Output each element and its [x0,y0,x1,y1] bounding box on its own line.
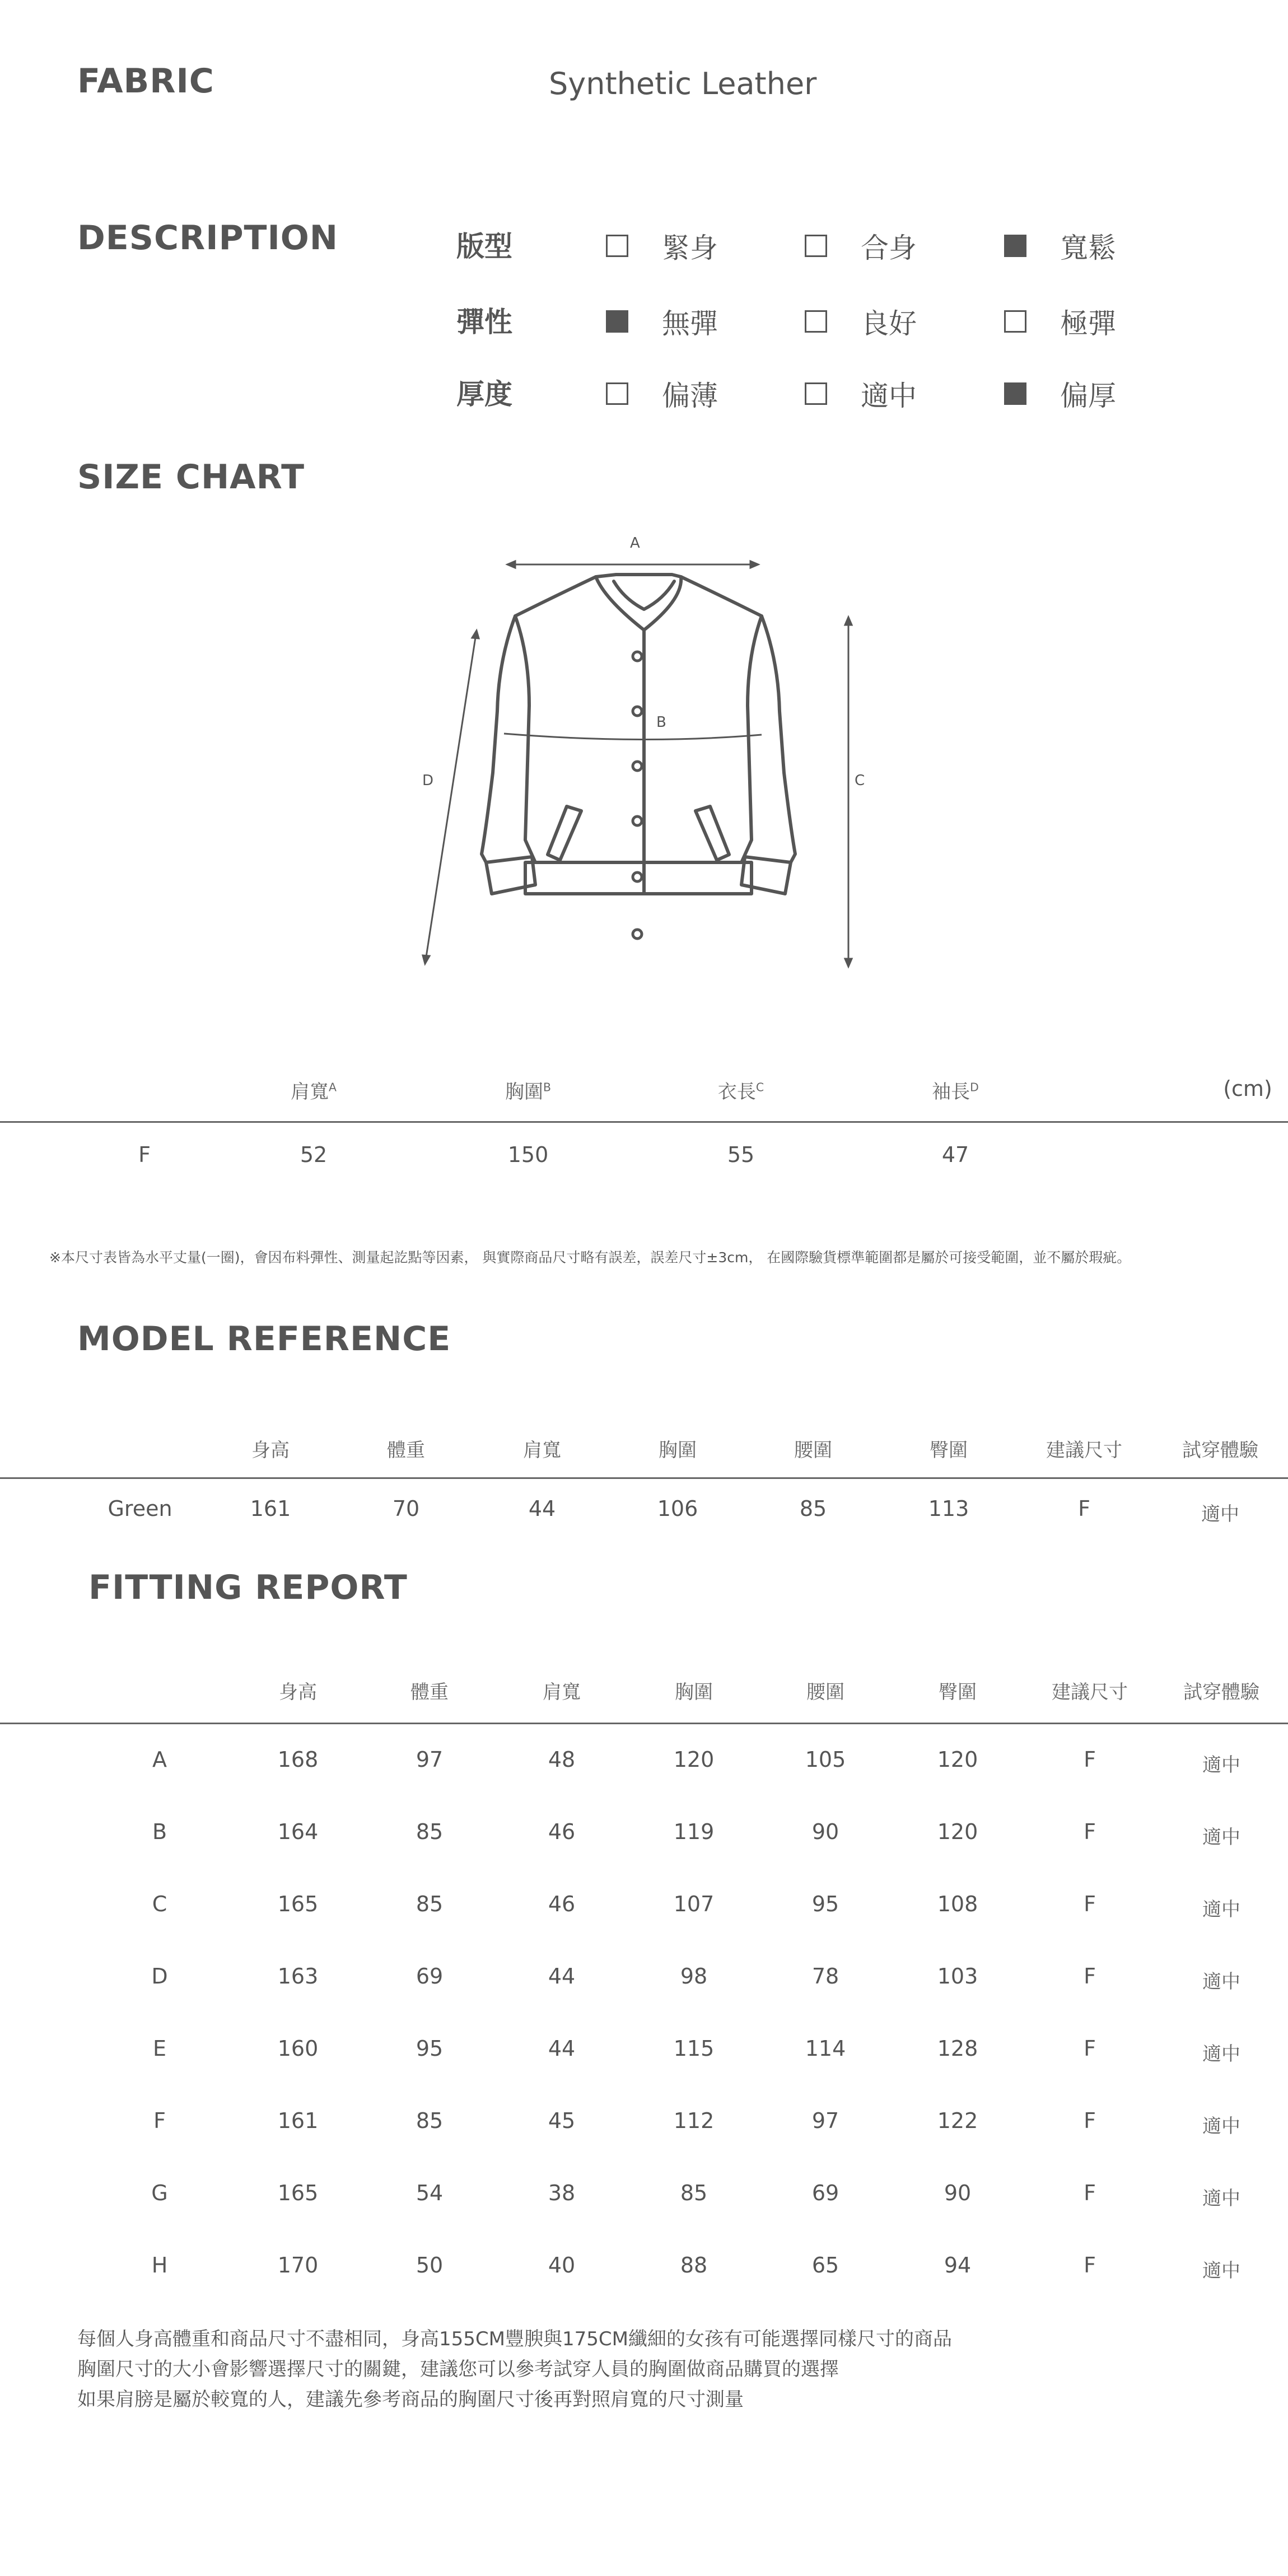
size-chart-note: ※本尺寸表皆為水平丈量(一圈)，會因布料彈性、測量起訖點等因素， 與實際商品尺寸略有誤差，誤差尺寸±3cm， 在國際驗貨標準範圍都是屬於可接受範圍，並不屬於瑕疵。 [49,1249,1131,1266]
fitting-header: 身高 [279,1681,317,1704]
fitting-value: F [1084,1964,1096,1989]
fitting-value: F [1084,1892,1096,1916]
fitting-value: 適中 [1202,2043,1240,2065]
checkbox-filled [606,310,628,333]
fitting-value: 40 [548,2253,576,2278]
fitting-name: B [152,1819,167,1844]
fitting-footnotes [77,2324,952,2415]
size-header-length: 衣長$^C$ [717,1080,764,1103]
fitting-value: 85 [416,1819,444,1844]
fitting-value: 85 [416,2108,444,2133]
fabric-value: Synthetic Leather [549,66,817,101]
diagram-label-a: A [630,535,640,552]
model-value: 161 [250,1496,291,1521]
fitting-value: 適中 [1202,2187,1240,2210]
checkbox-filled [1004,235,1026,257]
size-header-shoulder: 肩寬$^A$ [291,1080,337,1103]
fitting-value: 160 [277,2036,319,2061]
fitting-value: F [1084,1747,1096,1772]
fitting-value: 90 [811,1819,839,1844]
checkbox-empty [1004,310,1026,333]
fitting-value: 165 [277,1892,319,1916]
fitting-value: 112 [673,2108,715,2133]
fitting-value: 163 [277,1964,319,1989]
model-value: 70 [392,1496,420,1521]
fitting-value: 120 [937,1747,978,1772]
fitting-value: 90 [944,2181,972,2205]
checkbox-empty [805,310,827,333]
fitting-table-divider [0,1723,1288,1724]
fitting-value: 164 [277,1819,319,1844]
fitting-value: 103 [937,1964,978,1989]
option-stretch-good: 良好 [805,301,917,342]
fitting-value: 78 [811,1964,839,1989]
model-header: 胸圍 [659,1439,697,1462]
description-label: DESCRIPTION [77,218,339,258]
desc-row-stretch-label: 彈性 [456,306,512,338]
diagram-label-b: B [656,714,666,731]
fitting-value: F [1084,2108,1096,2133]
desc-row-thickness-label: 厚度 [456,378,512,410]
option-thickness-thick: 偏厚 [1004,374,1116,414]
fitting-value: 54 [416,2181,444,2205]
model-header: 體重 [387,1439,425,1462]
footnote-line: 如果肩膀是屬於較寬的人，建議先參考商品的胸圍尺寸後再對照肩寬的尺寸測量 [77,2388,744,2411]
fitting-value: 95 [416,2036,444,2061]
jacket-outline [482,575,795,894]
fitting-value: 50 [416,2253,444,2278]
model-value: 85 [799,1496,827,1521]
model-header: 試穿體驗 [1182,1439,1258,1462]
fitting-value: 85 [416,1892,444,1916]
fitting-value: 65 [811,2253,839,2278]
checkbox-empty [805,235,827,257]
fitting-header: 體重 [410,1681,449,1704]
fitting-value: 適中 [1202,2115,1240,2138]
model-header: 腰圍 [794,1439,832,1462]
fitting-value: 128 [937,2036,978,2061]
fitting-name: H [151,2253,168,2278]
jacket-diagram [414,526,874,991]
size-header-chest: 胸圍$^B$ [505,1080,551,1103]
fitting-value: 119 [673,1819,715,1844]
fitting-value: 168 [277,1747,319,1772]
fitting-name: G [151,2181,168,2205]
fitting-value: 適中 [1202,1826,1240,1849]
footnote-line: 每個人身高體重和商品尺寸不盡相同，身高155CM豐腴與175CM纖細的女孩有可能選擇同樣尺寸的商品 [77,2328,952,2350]
fitting-value: 46 [548,1819,576,1844]
fitting-value: 105 [805,1747,846,1772]
fitting-value: 165 [277,2181,319,2205]
model-header: 建議尺寸 [1046,1439,1122,1462]
fitting-value: 44 [548,2036,576,2061]
fitting-value: 120 [673,1747,715,1772]
option-fit-loose: 寬鬆 [1004,226,1116,266]
fitting-value: 98 [680,1964,708,1989]
checkbox-empty [606,382,628,405]
option-stretch-none: 無彈 [606,301,718,342]
model-value: 106 [657,1496,698,1521]
fitting-value: F [1084,2253,1096,2278]
model-header: 身高 [251,1439,290,1462]
fitting-value: 69 [811,2181,839,2205]
fitting-value: 114 [805,2036,846,2061]
fabric-label: FABRIC [77,62,214,101]
size-value: 47 [941,1142,969,1167]
diagram-label-c: C [855,772,865,789]
fitting-header: 胸圍 [675,1681,713,1704]
fitting-value: 115 [673,2036,715,2061]
fitting-value: 122 [937,2108,978,2133]
fitting-header: 試穿體驗 [1183,1681,1259,1704]
fitting-value: 108 [937,1892,978,1916]
fitting-value: F [1084,2181,1096,2205]
fitting-name: F [153,2108,166,2133]
fitting-value: 88 [680,2253,708,2278]
diagram-label-d: D [422,772,434,789]
option-stretch-high: 極彈 [1004,301,1116,342]
fitting-name: A [152,1747,167,1772]
fitting-value: 69 [416,1964,444,1989]
footnote-line: 胸圍尺寸的大小會影響選擇尺寸的關鍵，建議您可以參考試穿人員的胸圍做商品購買的選擇 [77,2358,839,2381]
checkbox-empty [805,382,827,405]
checkbox-filled [1004,382,1026,405]
size-header-sleeve: 袖長$^D$ [932,1080,979,1103]
fitting-value: 95 [811,1892,839,1916]
jacket-buttons [633,652,642,939]
fitting-value: 45 [548,2108,576,2133]
option-thickness-thin: 偏薄 [606,374,718,414]
fitting-value: 適中 [1202,1971,1240,1993]
desc-row-fit-label: 版型 [456,230,512,263]
size-value: 52 [300,1142,328,1167]
fitting-value: 48 [548,1747,576,1772]
model-header: 臀圍 [930,1439,968,1462]
size-label: F [138,1142,151,1167]
fitting-value: 161 [277,2108,319,2133]
fitting-value: 適中 [1202,1898,1240,1921]
fitting-value: 適中 [1202,1754,1240,1776]
size-value: 150 [507,1142,549,1167]
model-name: Green [108,1496,172,1521]
fitting-value: 170 [277,2253,319,2278]
model-header: 肩寬 [523,1439,561,1462]
fitting-value: F [1084,2036,1096,2061]
model-value: 113 [928,1496,969,1521]
model-table-divider [0,1477,1288,1479]
fitting-value: 44 [548,1964,576,1989]
model-value: 44 [528,1496,556,1521]
fitting-value: 38 [548,2181,576,2205]
option-thickness-medium: 適中 [805,374,917,414]
fitting-header: 建議尺寸 [1052,1681,1128,1704]
fitting-report-title: FITTING REPORT [88,1568,408,1607]
fitting-name: C [152,1892,167,1916]
fitting-header: 臀圍 [939,1681,977,1704]
size-chart-title: SIZE CHART [77,458,305,497]
fitting-value: 46 [548,1892,576,1916]
fitting-name: D [151,1964,168,1989]
fitting-value: 適中 [1202,2260,1240,2282]
model-value: F [1078,1496,1090,1521]
size-unit: (cm) [1223,1076,1272,1101]
option-fit-regular: 合身 [805,226,917,266]
fitting-value: 97 [811,2108,839,2133]
model-reference-title: MODEL REFERENCE [77,1319,451,1359]
fitting-value: 120 [937,1819,978,1844]
fitting-value: F [1084,1819,1096,1844]
fitting-value: 107 [673,1892,715,1916]
fitting-name: E [152,2036,167,2061]
fitting-value: 94 [944,2253,972,2278]
model-value: 適中 [1201,1503,1239,1525]
checkbox-empty [606,235,628,257]
size-value: 55 [727,1142,755,1167]
fitting-header: 腰圍 [806,1681,844,1704]
option-fit-tight: 緊身 [606,226,718,266]
fitting-header: 肩寬 [543,1681,581,1704]
fitting-value: 97 [416,1747,444,1772]
fitting-value: 85 [680,2181,708,2205]
size-table-divider [0,1121,1288,1123]
